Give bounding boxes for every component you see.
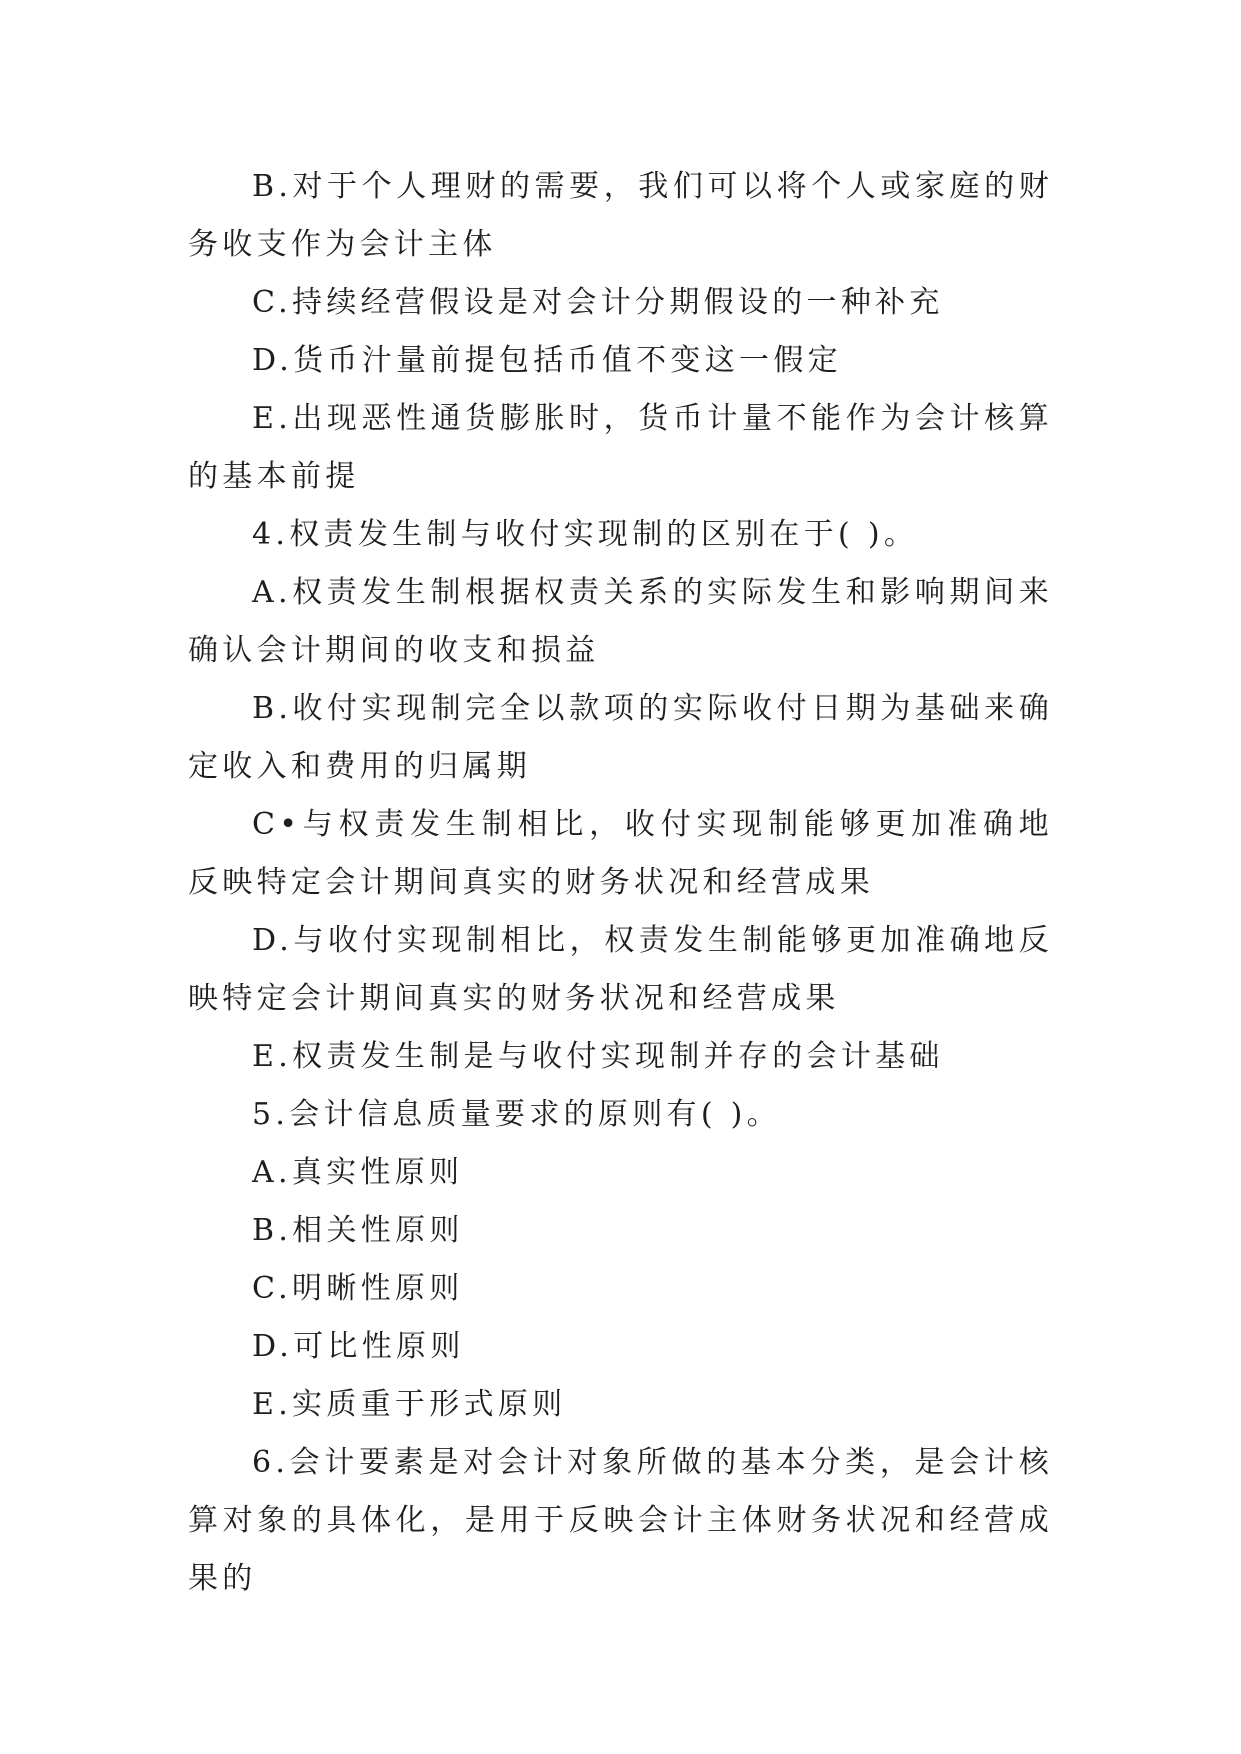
option-5d: D.可比性原则 — [252, 1329, 465, 1364]
option-4c: C•与权责发生制相比，收付实现制能够更加准确地反映特定会计期间真实的财务状况和经营成果 — [188, 807, 1053, 900]
option-4b: B.收付实现制完全以款项的实际收付日期为基础来确定收入和费用的归属期 — [188, 691, 1053, 784]
option-5a: A.真实性原则 — [252, 1155, 464, 1190]
option-4a: A.权责发生制根据权责关系的实际发生和影响期间来确认会计期间的收支和损益 — [188, 575, 1053, 668]
question-4: 4.权责发生制与收付实现制的区别在于( )。 — [252, 517, 919, 552]
option-4d: D.与收付实现制相比，权责发生制能够更加准确地反映特定会计期间真实的财务状况和经营成果 — [188, 923, 1053, 1016]
option-5c: C.明晰性原则 — [252, 1271, 464, 1306]
option-3e: E.出现恶性通货膨胀时，货币计量不能作为会计核算的基本前提 — [188, 401, 1053, 494]
option-4e: E.权责发生制是与收付实现制并存的会计基础 — [252, 1039, 944, 1074]
option-5b: B.相关性原则 — [252, 1213, 464, 1248]
document-page — [188, 158, 1053, 1608]
question-5: 5.会计信息质量要求的原则有( )。 — [252, 1097, 781, 1132]
option-3d: D.货币汁量前提包括币值不变这一假定 — [252, 343, 842, 378]
question-6: 6.会计要素是对会计对象所做的基本分类，是会计核算对象的具体化，是用于反映会计主体财务状况和经营成果的 — [188, 1445, 1053, 1596]
option-3c: C.持续经营假设是对会计分期假设的一种补充 — [252, 285, 944, 320]
option-3b: B.对于个人理财的需要，我们可以将个人或家庭的财务收支作为会计主体 — [188, 169, 1053, 262]
option-5e: E.实质重于形式原则 — [252, 1387, 567, 1422]
